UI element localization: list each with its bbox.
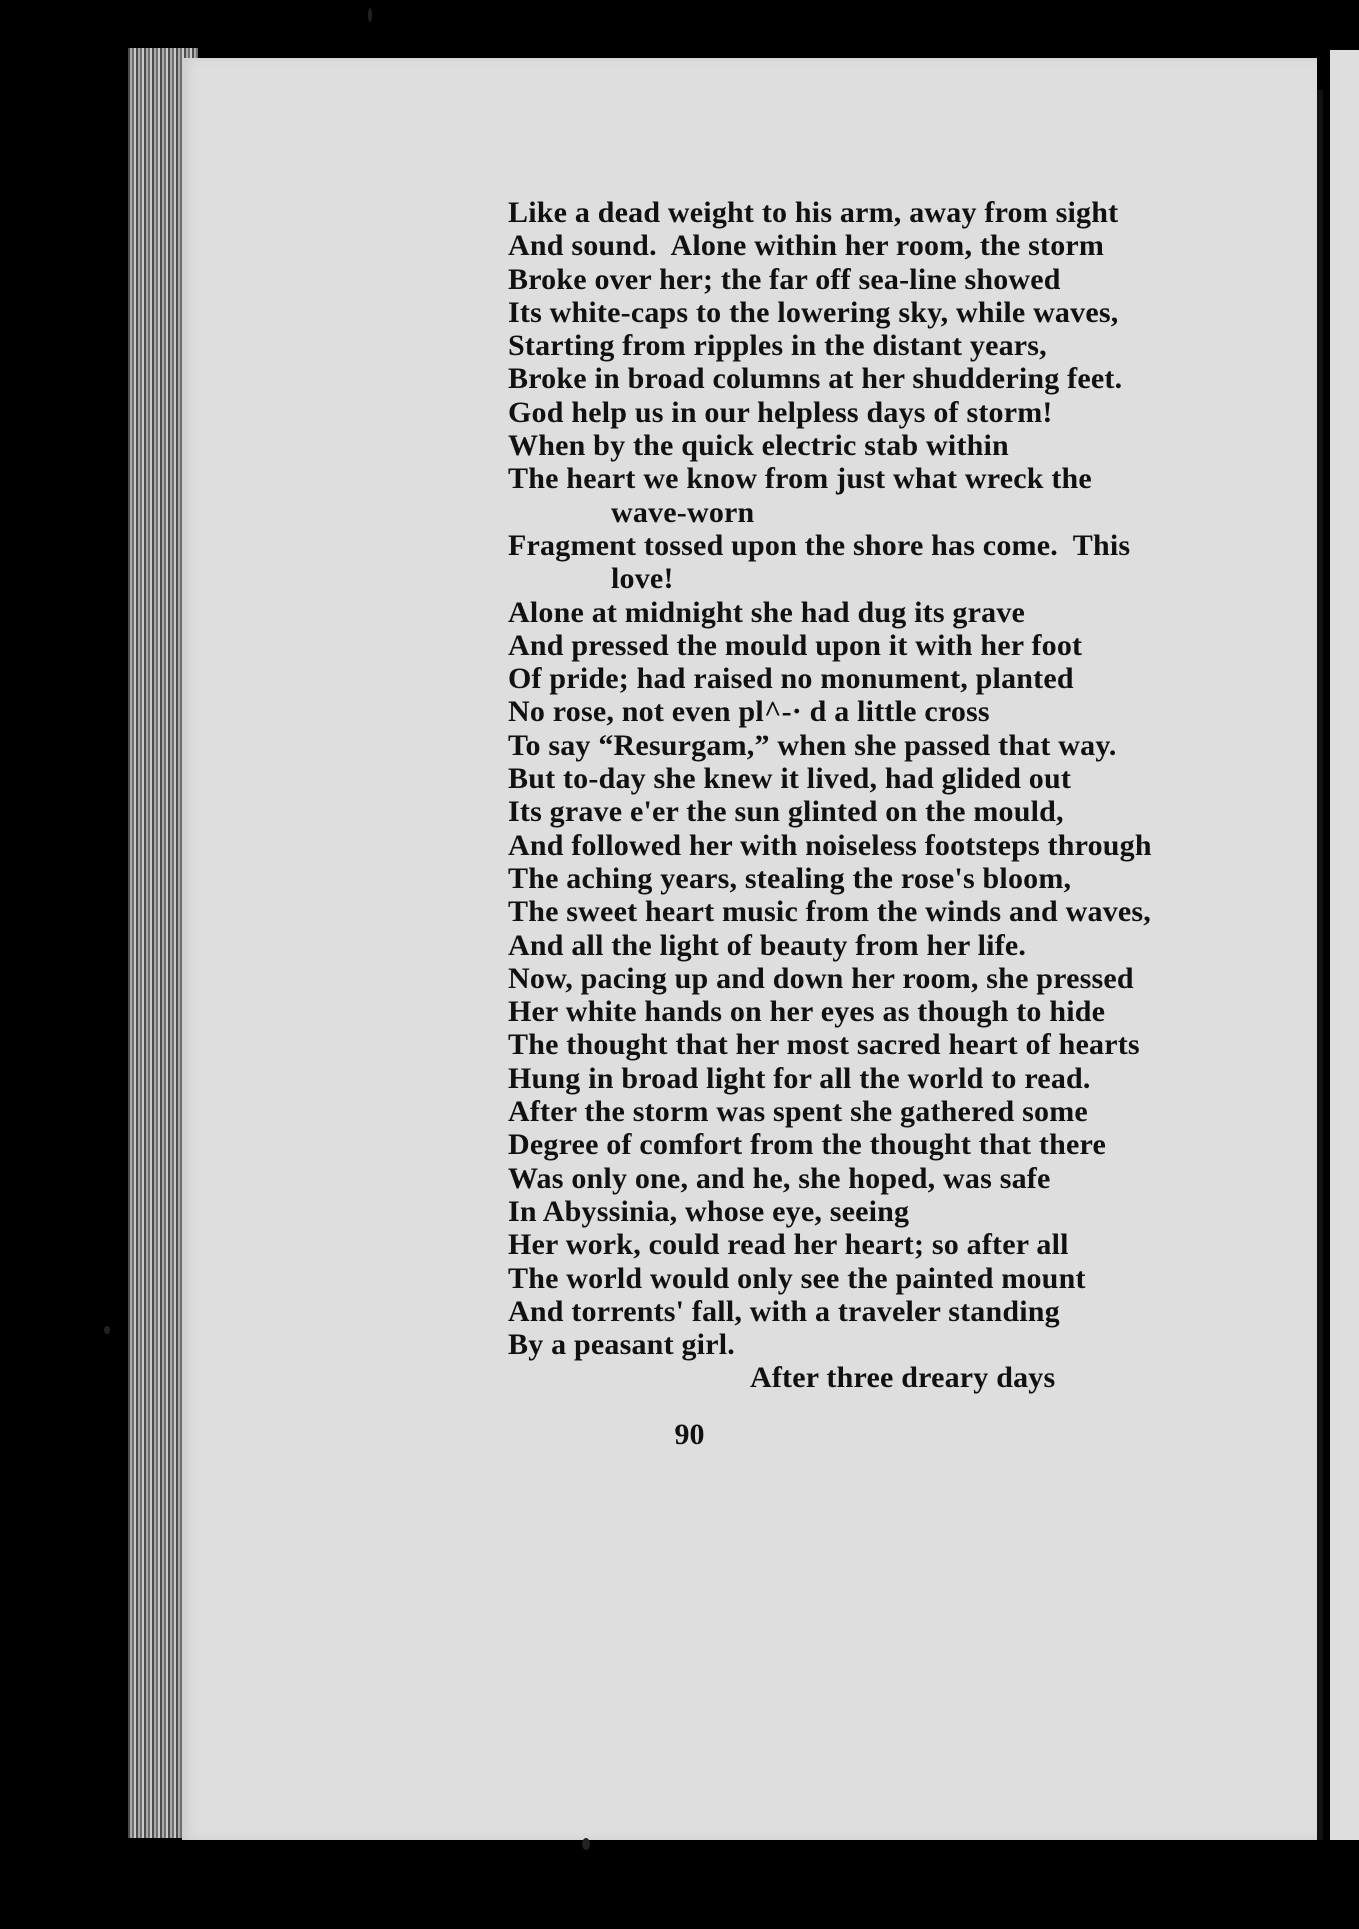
poem-line: By a peasant girl. (508, 1328, 735, 1362)
poem-line: Of pride; had raised no monument, planted (508, 662, 1074, 696)
page-gutter-shadow (1317, 90, 1323, 1840)
poem-line: Now, pacing up and down her room, she pressed (508, 961, 1134, 995)
poem-line: The aching years, stealing the rose's bloom, (508, 861, 1072, 895)
poem-line: Alone at midnight she had dug its grave (508, 595, 1026, 629)
facing-page-edge (1330, 50, 1359, 1840)
poem-line: Broke in broad columns at her shuddering feet. (508, 362, 1123, 396)
poem-line: And pressed the mould upon it with her foot (508, 628, 1083, 662)
poem-line: Hung in broad light for all the world to read. (508, 1061, 1091, 1095)
poem-line: The sweet heart music from the winds and waves, (508, 895, 1151, 929)
poem-line: Starting from ripples in the distant years, (508, 329, 1047, 363)
poem-line: And sound. Alone within her room, the storm (508, 229, 1105, 263)
poem-line: Degree of comfort from the thought that there (508, 1128, 1106, 1162)
poem-line: Fragment tossed upon the shore has come. This (508, 528, 1131, 562)
poem-line-continuation: wave-worn (611, 495, 755, 529)
poem-line: The heart we know from just what wreck the (508, 462, 1092, 496)
poem-line-indented: After three dreary days (750, 1361, 1056, 1395)
poem-line: The world would only see the painted mount (508, 1261, 1086, 1295)
poem-line: Was only one, and he, she hoped, was safe (508, 1161, 1051, 1195)
poem-line: When by the quick electric stab within (508, 429, 1009, 463)
poem-line: But to-day she knew it lived, had glided out (508, 762, 1072, 796)
poem-line: God help us in our helpless days of storm! (508, 395, 1053, 429)
poem-line: And torrents' fall, with a traveler standing (508, 1294, 1060, 1328)
poem-line: The thought that her most sacred heart of hearts (508, 1028, 1140, 1062)
poem-line: Her work, could read her heart; so after all (508, 1228, 1069, 1262)
poem-line: Its grave e'er the sun glinted on the mould, (508, 795, 1064, 829)
ink-speck (104, 1326, 110, 1334)
poem-line: After the storm was spent she gathered some (508, 1095, 1088, 1129)
poem-line: And all the light of beauty from her life. (508, 928, 1027, 962)
poem-line: Its white-caps to the lowering sky, while waves, (508, 295, 1119, 329)
poem-line: In Abyssinia, whose eye, seeing (508, 1194, 910, 1228)
poem-line: And followed her with noiseless footsteps through (508, 828, 1152, 862)
ink-speck (368, 8, 372, 22)
ink-speck (582, 1838, 590, 1850)
poem-line-continuation: love! (611, 562, 674, 596)
poem-line: Like a dead weight to his arm, away from sight (508, 196, 1119, 229)
poem-text (508, 196, 1228, 1395)
page-number: 90 (674, 1418, 705, 1451)
poem-line: Her white hands on her eyes as though to hide (508, 995, 1106, 1029)
poem-line: No rose, not even pl^-· d a little cross (508, 695, 990, 729)
poem-line: To say “Resurgam,” when she passed that way. (508, 728, 1117, 762)
poem-line: Broke over her; the far off sea-line showed (508, 262, 1061, 296)
